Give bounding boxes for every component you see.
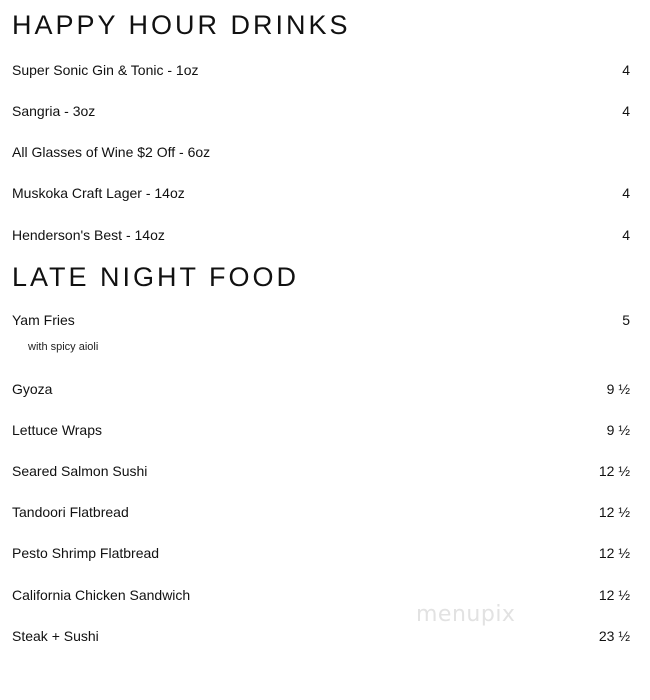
item-price: 4	[622, 227, 630, 243]
item-price: 4	[622, 185, 630, 201]
menu-item	[12, 227, 630, 243]
item-name: Gyoza	[12, 381, 53, 397]
item-price: 4	[622, 103, 630, 119]
item-price: 12 ½	[598, 587, 630, 603]
menu-item	[12, 587, 630, 603]
item-price: 23 ½	[598, 628, 630, 644]
menu-item	[12, 312, 630, 328]
item-description: with spicy aioli	[28, 341, 99, 353]
menu-item	[12, 422, 630, 438]
menu-item	[12, 62, 630, 78]
item-name: Tandoori Flatbread	[12, 504, 129, 520]
item-name: Pesto Shrimp Flatbread	[12, 545, 160, 561]
item-price: 9 ½	[606, 422, 630, 438]
menu-item	[12, 545, 630, 561]
item-name: California Chicken Sandwich	[12, 587, 191, 603]
item-name: All Glasses of Wine $2 Off - 6oz	[12, 144, 211, 160]
item-price: 4	[622, 62, 630, 78]
item-price: 9 ½	[606, 381, 630, 397]
item-name: Sangria - 3oz	[12, 103, 96, 119]
item-price: 12 ½	[598, 545, 630, 561]
menu-item	[12, 463, 630, 479]
section-title-late-night-food: LATE NIGHT FOOD	[12, 262, 300, 292]
item-price: 12 ½	[598, 463, 630, 479]
menu-item	[12, 628, 630, 644]
menu-item	[12, 144, 630, 160]
item-name: Steak + Sushi	[12, 628, 99, 644]
item-name: Muskoka Craft Lager - 14oz	[12, 185, 185, 201]
item-name: Lettuce Wraps	[12, 422, 103, 438]
item-name: Yam Fries	[12, 312, 75, 328]
item-price: 12 ½	[598, 504, 630, 520]
menu-item	[12, 504, 630, 520]
item-name: Super Sonic Gin & Tonic - 1oz	[12, 62, 199, 78]
menu-item	[12, 381, 630, 397]
item-name: Seared Salmon Sushi	[12, 463, 148, 479]
watermark-logo: menupix	[416, 602, 516, 627]
menu-item	[12, 103, 630, 119]
section-title-happy-hour-drinks: HAPPY HOUR DRINKS	[12, 10, 351, 40]
item-price: 5	[622, 312, 630, 328]
item-name: Henderson's Best - 14oz	[12, 227, 165, 243]
menu-item	[12, 185, 630, 201]
